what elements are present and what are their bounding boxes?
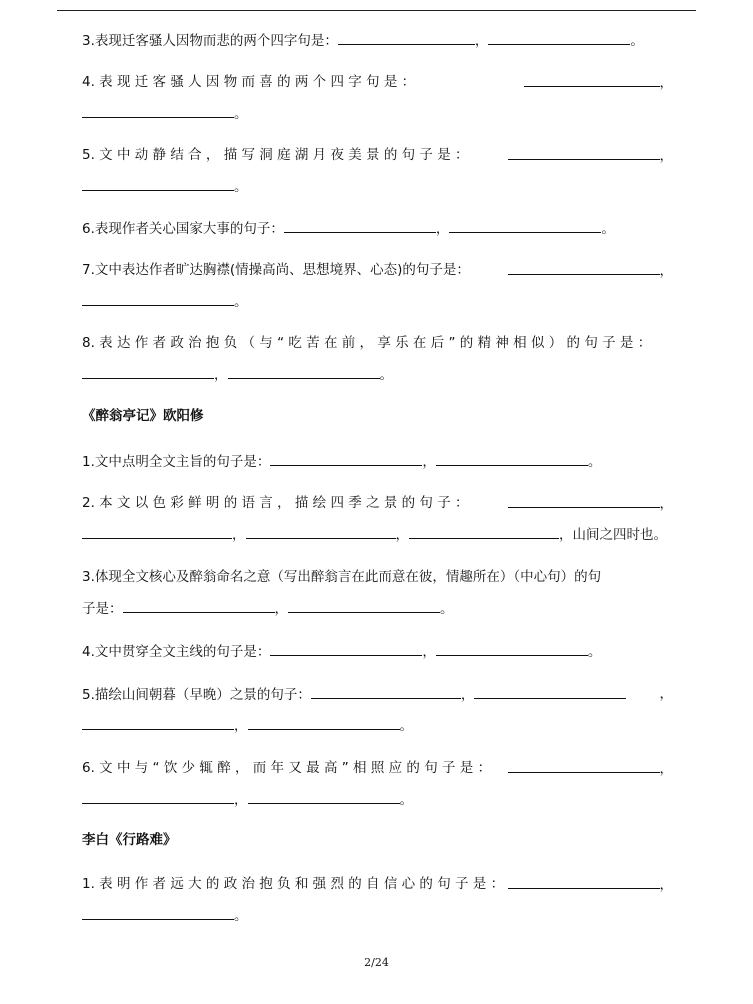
question-text: 2. 本 文 以 色 彩 鲜 明 的 语 言 ， 描 绘 四 季 之 景 的 句 子 ： — [82, 495, 469, 511]
question-1 — [82, 451, 673, 472]
question-text: 4.文中贯穿全文主线的句子是： — [82, 644, 271, 660]
question-text: 5. 文 中 动 静 结 合 ， 描 写 洞 庭 湖 月 夜 美 景 的 句 子 是 ： — [82, 147, 469, 163]
question-text-cont: 子是： — [82, 601, 123, 617]
question-3 — [82, 567, 673, 587]
separator: ， — [659, 75, 673, 91]
answer-blank[interactable] — [82, 524, 232, 539]
separator: ， — [659, 686, 673, 702]
question-8-cont — [82, 364, 673, 385]
separator: ， — [395, 527, 409, 543]
answer-blank[interactable] — [82, 103, 234, 118]
terminator: 。 — [379, 367, 393, 383]
terminator: 。 — [399, 718, 413, 734]
question-5-cont — [82, 176, 673, 197]
question-text: 1. 表 明 作 者 远 大 的 政 治 抱 负 和 强 烈 的 自 信 心 的 句 子 是 ： — [82, 876, 505, 892]
separator: ， — [422, 454, 436, 470]
separator: ， — [214, 367, 228, 383]
question-7 — [82, 260, 673, 281]
answer-blank[interactable] — [436, 641, 588, 656]
answer-blank[interactable] — [82, 291, 234, 306]
question-text: 4. 表 现 迁 客 骚 人 因 物 而 喜 的 两 个 四 字 句 是 ： — [82, 74, 416, 90]
separator: ， — [460, 687, 475, 703]
answer-blank[interactable] — [288, 598, 440, 613]
question-text: 8. 表 达 作 者 政 治 抱 负 （ 与 “ 吃 苦 在 前 ， 享 乐 在 后 ” 的 精 神 相 似 ） 的 句 子 是 ： — [82, 335, 652, 351]
terminator: 。 — [587, 644, 602, 660]
answer-blank[interactable] — [524, 72, 660, 87]
answer-blank[interactable] — [338, 30, 475, 45]
question-6-cont — [82, 789, 673, 810]
answer-blank[interactable] — [436, 451, 588, 466]
question-text: 7.文中表达作者旷达胸襟(情操高尚、思想境界、心态)的句子是： — [82, 262, 470, 278]
separator: ， — [234, 718, 248, 734]
answer-blank[interactable] — [508, 874, 660, 889]
answer-blank[interactable] — [82, 715, 234, 730]
terminator: 。 — [234, 908, 248, 924]
answer-blank[interactable] — [311, 684, 461, 699]
question-5 — [82, 684, 673, 705]
question-text: 1.文中点明全文主旨的句子是： — [82, 454, 271, 470]
terminator: 。 — [234, 106, 248, 122]
separator: ， — [232, 527, 246, 543]
separator: ， — [435, 221, 450, 237]
answer-blank[interactable] — [246, 524, 396, 539]
separator: ， — [659, 496, 673, 512]
answer-blank[interactable] — [82, 364, 214, 379]
answer-blank[interactable] — [508, 145, 660, 160]
question-1-cont — [82, 905, 673, 926]
answer-blank[interactable] — [270, 641, 422, 656]
separator: ， — [659, 148, 673, 164]
separator: ， — [659, 877, 673, 893]
answer-blank[interactable] — [82, 789, 234, 804]
answer-blank[interactable] — [284, 218, 436, 233]
question-4 — [82, 641, 673, 662]
question-tail: ，山间之四时也。 — [559, 527, 667, 543]
answer-blank[interactable] — [228, 364, 380, 379]
question-text: 6. 文 中 与 “ 饮 少 辄 醉 ， 而 年 又 最 高 ” 相 照 应 的 句 子 是 ： — [82, 760, 492, 776]
question-3-cont — [82, 598, 673, 619]
answer-blank[interactable] — [409, 524, 559, 539]
page-number: 2/24 — [364, 956, 389, 969]
terminator: 。 — [601, 221, 615, 237]
separator: ， — [422, 644, 436, 660]
question-2-cont — [82, 524, 673, 545]
question-6 — [82, 218, 673, 239]
question-4-cont — [82, 103, 673, 124]
terminator: 。 — [234, 294, 248, 310]
section-heading-zuiwengtingji: 《醉翁亭记》欧阳修 — [82, 408, 204, 424]
answer-blank[interactable] — [508, 260, 660, 275]
question-text: 5.描绘山间朝暮（早晚）之景的句子： — [82, 687, 311, 703]
terminator: 。 — [587, 454, 602, 470]
answer-blank[interactable] — [508, 758, 660, 773]
question-1 — [82, 874, 673, 895]
question-8 — [82, 333, 673, 353]
answer-blank[interactable] — [248, 789, 400, 804]
question-5-cont — [82, 715, 673, 736]
answer-blank[interactable] — [488, 30, 630, 45]
question-7-cont — [82, 291, 673, 312]
separator: ， — [659, 761, 673, 777]
answer-blank[interactable] — [508, 493, 660, 508]
question-text: 3.表现迁客骚人因物而悲的两个四字句是： — [82, 33, 338, 49]
separator: ， — [274, 601, 288, 617]
section-heading-xinglunan: 李白《行路难》 — [82, 832, 177, 848]
answer-blank[interactable] — [123, 598, 275, 613]
answer-blank[interactable] — [82, 905, 234, 920]
separator: ， — [234, 792, 248, 808]
separator: ， — [474, 33, 489, 49]
answer-blank[interactable] — [248, 715, 400, 730]
separator: ， — [659, 263, 673, 279]
terminator: 。 — [440, 601, 454, 617]
question-5 — [82, 145, 673, 166]
answer-blank[interactable] — [449, 218, 601, 233]
answer-blank[interactable] — [474, 684, 626, 699]
answer-blank[interactable] — [82, 176, 234, 191]
question-text: 6.表现作者关心国家大事的句子： — [82, 221, 284, 237]
question-text: 3.体现全文核心及醉翁命名之意（写出醉翁言在此而意在彼，情趣所在）（中心句）的句 — [82, 569, 602, 585]
answer-blank[interactable] — [270, 451, 422, 466]
terminator: 。 — [234, 179, 248, 195]
question-3 — [82, 30, 673, 51]
terminator: 。 — [630, 33, 644, 49]
question-2 — [82, 493, 673, 514]
terminator: 。 — [399, 792, 413, 808]
question-4 — [82, 72, 673, 93]
header-rule — [57, 10, 696, 11]
question-6 — [82, 758, 673, 779]
